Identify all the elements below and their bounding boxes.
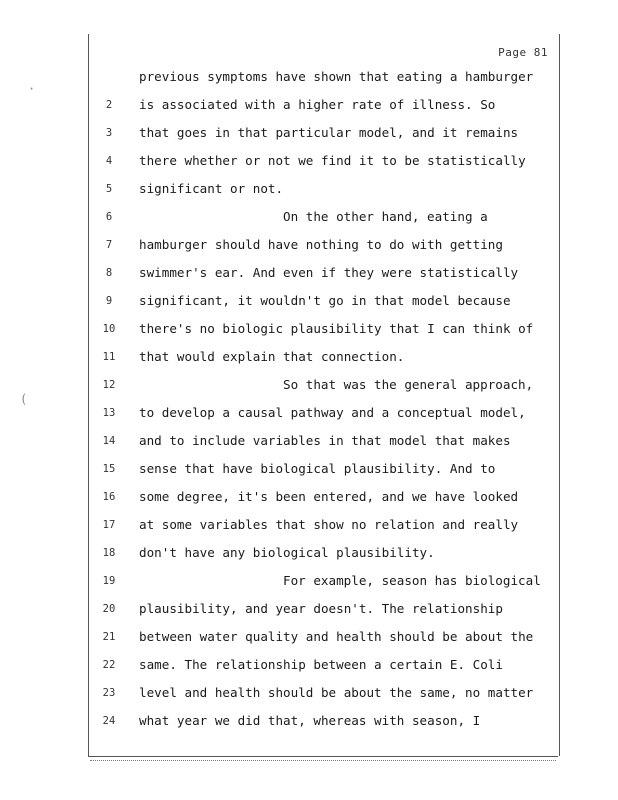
line-text: previous symptoms have shown that eating a hamburger bbox=[139, 69, 534, 84]
line-number: 6 bbox=[105, 211, 113, 223]
line-number: 2 bbox=[105, 99, 113, 111]
line-text: On the other hand, eating a bbox=[283, 209, 488, 224]
line-number: 16 bbox=[102, 491, 116, 503]
transcript-line bbox=[95, 402, 555, 424]
line-text: significant or not. bbox=[139, 181, 284, 196]
line-number: 4 bbox=[105, 155, 113, 167]
transcript-line bbox=[95, 458, 555, 480]
transcript-line bbox=[95, 178, 555, 200]
line-text: some degree, it's been entered, and we have looked bbox=[139, 489, 519, 504]
line-number: 5 bbox=[105, 183, 113, 195]
line-number: 20 bbox=[102, 603, 116, 615]
transcript-line bbox=[95, 66, 555, 88]
transcript-line bbox=[95, 94, 555, 116]
page-number-label: Page 81 bbox=[498, 46, 548, 59]
line-number: 17 bbox=[102, 519, 116, 531]
line-text: swimmer's ear. And even if they were statistically bbox=[139, 265, 519, 280]
line-text: For example, season has biological bbox=[283, 573, 541, 588]
line-number: 7 bbox=[105, 239, 113, 251]
line-number: 13 bbox=[102, 407, 116, 419]
line-number: 12 bbox=[102, 379, 116, 391]
line-text: that goes in that particular model, and it remains bbox=[139, 125, 519, 140]
transcript-line bbox=[95, 626, 555, 648]
line-text: So that was the general approach, bbox=[283, 377, 534, 392]
line-number: 9 bbox=[105, 295, 113, 307]
line-text: is associated with a higher rate of illness. So bbox=[139, 97, 496, 112]
line-text: that would explain that connection. bbox=[139, 349, 405, 364]
line-text: don't have any biological plausibility. bbox=[139, 545, 435, 560]
transcript-line bbox=[95, 514, 555, 536]
transcript-line bbox=[95, 710, 555, 732]
line-number: 14 bbox=[102, 435, 116, 447]
line-text: hamburger should have nothing to do with getting bbox=[139, 237, 503, 252]
line-number: 15 bbox=[102, 463, 116, 475]
line-number: 24 bbox=[102, 715, 116, 727]
line-text: significant, it wouldn't go in that model because bbox=[139, 293, 511, 308]
line-text: between water quality and health should be about the bbox=[139, 629, 534, 644]
line-text: same. The relationship between a certain E. Coli bbox=[139, 657, 503, 672]
line-text: and to include variables in that model that makes bbox=[139, 433, 511, 448]
transcript-line bbox=[95, 654, 555, 676]
line-number: 11 bbox=[102, 351, 116, 363]
transcript-line bbox=[95, 682, 555, 704]
scan-bracket-mark: ( bbox=[20, 392, 28, 406]
transcript-line bbox=[95, 542, 555, 564]
line-number: 10 bbox=[102, 323, 116, 335]
transcript-line bbox=[95, 290, 555, 312]
transcript-line bbox=[95, 346, 555, 368]
line-number: 19 bbox=[102, 575, 116, 587]
transcript-line bbox=[95, 150, 555, 172]
transcript-line bbox=[95, 206, 555, 228]
line-text: at some variables that show no relation and really bbox=[139, 517, 519, 532]
line-number: 22 bbox=[102, 659, 116, 671]
line-text: there's no biologic plausibility that I can think of bbox=[139, 321, 534, 336]
line-number: 21 bbox=[102, 631, 116, 643]
transcript-line bbox=[95, 318, 555, 340]
transcript-line bbox=[95, 374, 555, 396]
transcript-line bbox=[95, 598, 555, 620]
bottom-rule bbox=[88, 756, 558, 757]
transcript-line bbox=[95, 570, 555, 592]
line-text: level and health should be about the same, no matter bbox=[139, 685, 534, 700]
line-text: what year we did that, whereas with season, I bbox=[139, 713, 481, 728]
line-text: to develop a causal pathway and a conceptual model, bbox=[139, 405, 526, 420]
line-number: 3 bbox=[105, 127, 113, 139]
line-text: sense that have biological plausibility. And to bbox=[139, 461, 496, 476]
line-number: 8 bbox=[105, 267, 113, 279]
transcript-line bbox=[95, 430, 555, 452]
line-text: there whether or not we find it to be statistically bbox=[139, 153, 526, 168]
line-text: plausibility, and year doesn't. The relationship bbox=[139, 601, 503, 616]
line-number: 18 bbox=[102, 547, 116, 559]
transcript-line bbox=[95, 234, 555, 256]
scan-speck: · bbox=[28, 82, 36, 96]
transcript-line bbox=[95, 122, 555, 144]
bottom-rule-dotted bbox=[90, 760, 556, 761]
transcript-line bbox=[95, 486, 555, 508]
transcript-line bbox=[95, 262, 555, 284]
line-number: 23 bbox=[102, 687, 116, 699]
